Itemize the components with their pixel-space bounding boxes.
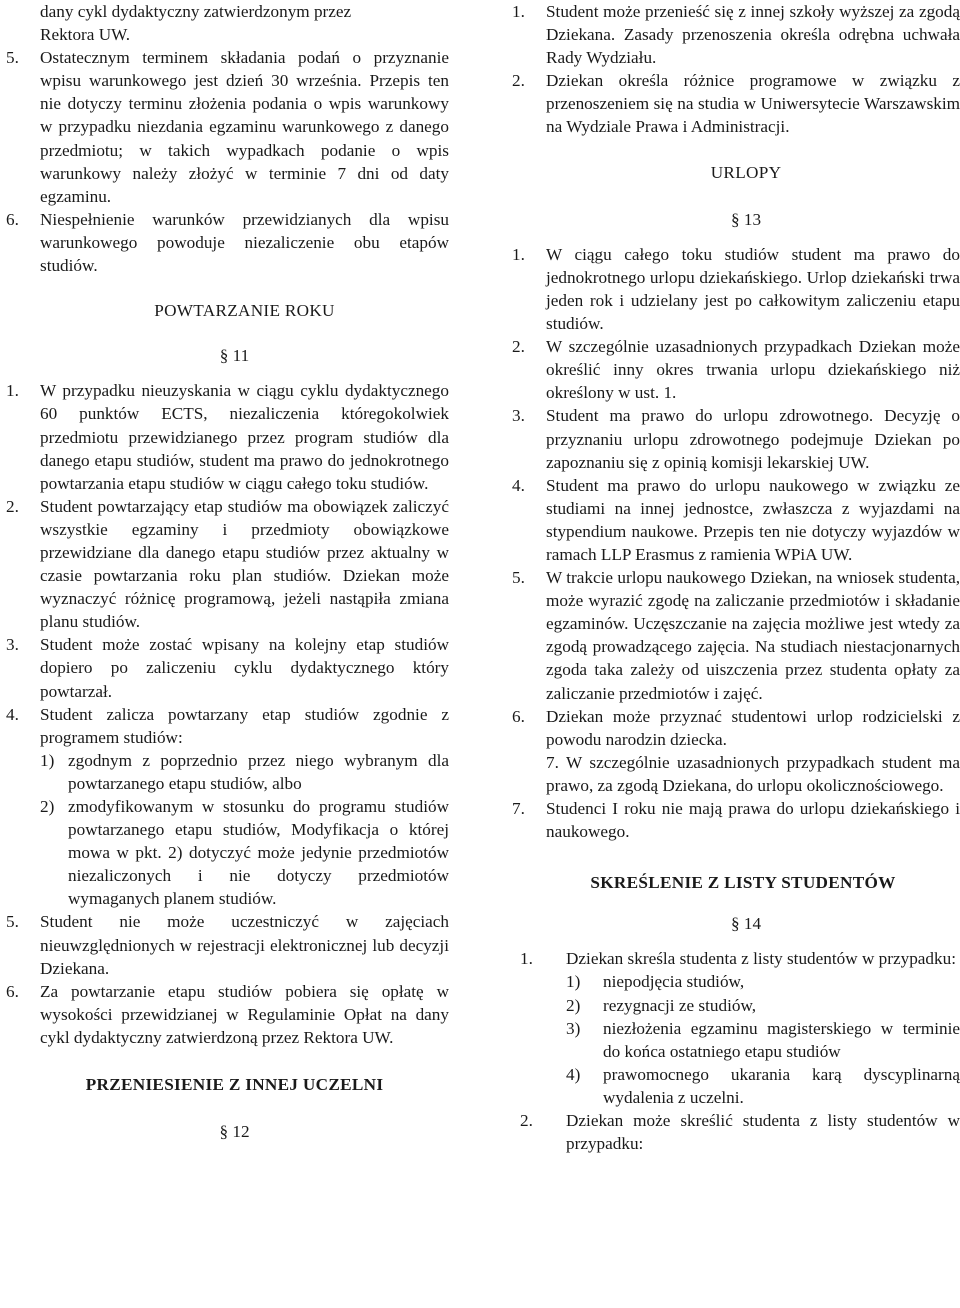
section-title-transfer: PRZENIESIENIE Z INNEJ UCZELNI <box>85 1075 384 1095</box>
repeat-item-3 <box>6 633 449 702</box>
transfer-item-2 <box>512 69 960 138</box>
transfer-item-1 <box>512 0 960 69</box>
left-column <box>6 0 449 1143</box>
leave-item-6 <box>512 705 960 751</box>
item-number: 5. <box>512 568 525 588</box>
item-number: 5. <box>6 48 19 68</box>
repeat-items <box>6 379 449 1049</box>
section-paragraph-number <box>6 344 449 367</box>
section-title-removal: SKREŚLENIE Z LISTY STUDENTÓW <box>590 873 896 893</box>
sub-item <box>40 795 449 910</box>
item-text: Student zalicza powtarzany etap studiów zgodnie z programem studiów: <box>40 704 449 747</box>
sub-item-number: 3) <box>566 1018 581 1038</box>
item-number: 7. <box>512 799 525 818</box>
right-column <box>512 0 960 1155</box>
leave-item-5 <box>512 566 960 705</box>
sub-item <box>566 970 960 993</box>
sub-item-text: rezygnacji ze studiów, <box>603 995 757 1015</box>
item-number: 2. <box>512 71 525 91</box>
repeat-item-6 <box>6 980 449 1049</box>
item-text: Student nie może uczestniczyć w zajęciach nieuwzględnionych w rejestracji elektronicznej lub decyzji Dziekana. <box>40 912 449 978</box>
section-number: 13 <box>743 209 762 229</box>
item-text: Studenci I roku nie mają prawa do urlopu dziekańskiego i naukowego. <box>546 799 960 842</box>
item-text: Student może przenieść się z innej szkoły wyższej za zgodą Dziekana. Zasady przenoszenia określa odrębna uchwała Rady Wydziału. <box>546 2 960 68</box>
item-number: 5. <box>6 912 19 932</box>
item-text: Dziekan skreśla studenta z listy studentów w przypadku: <box>566 949 956 969</box>
sub-item-text: zmodyfikowanym w stosunku do programu studiów powtarzanego etapu studiów, Modyfikacja o której mowa w pkt. 2) dotyczyć może jedynie przedmiotów niezaliczonych i nie dotyczy przedmiotów wymaganych planem studiów. <box>68 797 449 909</box>
item-text: Ostatecznym terminem składania podań o przyznanie wpisu warunkowego jest dzień 30 września. Przepis ten nie dotyczy terminu złożenia podania o wpis warunkowy w przypadku niezdania egzaminu warunkowego z danego przedmiotu; w takich wypadkach podanie o wpis warunkowy należy złożyć w terminie 7 dni od daty egzaminu. <box>40 48 449 206</box>
sub-item-text: niepodjęcia studiów, <box>603 972 745 992</box>
sub-item-number: 2) <box>566 995 581 1015</box>
leave-item-4 <box>512 474 960 566</box>
leave-item-2 <box>512 335 960 404</box>
item-text: Dziekan może przyznać studentowi urlop rodzicielski z powodu narodzin dziecka. <box>546 706 960 749</box>
sub-item <box>566 1063 960 1109</box>
item-number: 1. <box>512 244 525 264</box>
sub-item-text: prawomocnego ukarania karą dyscyplinarną wydalenia z uczelni. <box>603 1064 960 1107</box>
removal-item-1 <box>520 947 960 1109</box>
leave-item-7 <box>512 797 960 843</box>
section-title-repeat: POWTARZANIE ROKU <box>154 301 335 321</box>
sub-item <box>566 994 960 1017</box>
item-text: Dziekan może skreślić studenta z listy studentów w przypadku: <box>566 1111 960 1154</box>
item-body <box>40 703 449 911</box>
repeat-item-4 <box>6 703 449 911</box>
intro-line-1: dany cykl dydaktyczny zatwierdzonym przez <box>40 2 352 21</box>
item-number: 3. <box>512 406 525 426</box>
repeat-item-1 <box>6 379 449 494</box>
leave-item-1 <box>512 243 960 335</box>
paragraph-item <box>6 208 449 277</box>
section-paragraph-number <box>6 1120 449 1143</box>
leave-item-3 <box>512 404 960 473</box>
sub-item-number: 1) <box>40 750 55 770</box>
item-number <box>512 751 546 797</box>
item-body <box>566 947 960 1109</box>
section-symbol: § <box>219 1122 233 1142</box>
item-number: 2. <box>6 496 19 516</box>
intro-line-2: Rektora UW. <box>40 25 131 45</box>
leave-items <box>512 243 960 843</box>
section-symbol: § <box>219 346 233 366</box>
section-paragraph-number <box>512 912 960 935</box>
section-number: 11 <box>232 346 250 366</box>
item-number: 2. <box>520 1111 533 1131</box>
item-number: 1. <box>512 2 525 21</box>
section-symbol: § <box>730 914 744 934</box>
item-number: 3. <box>6 635 19 655</box>
item-number: 1. <box>520 949 533 969</box>
section-number: 14 <box>743 914 762 934</box>
item-number: 4. <box>512 475 525 495</box>
item-number: 2. <box>512 337 525 357</box>
sub-item-number: 4) <box>566 1064 581 1084</box>
repeat-item-2 <box>6 495 449 634</box>
item-text: Niespełnienie warunków przewidzianych dla wpisu warunkowego powoduje niezaliczenie obu etapów studiów. <box>40 209 449 276</box>
sub-item-text: niezłożenia egzaminu magisterskiego w terminie do końca ostatniego etapu studiów <box>603 1018 960 1061</box>
item-text: W trakcie urlopu naukowego Dziekan, na wniosek studenta, może wyrazić zgodę na zaliczanie przedmiotów i składanie egzaminów. Uczęszczanie na zajęcia możliwe jest wtedy za zgodą prowadzącego zajęcia. Na studiach niestacjonarnych zgoda taka zależy od uiszczenia przez studenta opłaty za zaliczanie przedmiotów i zajęć. <box>546 568 960 703</box>
leave-item-6b <box>512 751 960 797</box>
item-number: 1. <box>6 381 19 401</box>
item-text: Student może zostać wpisany na kolejny etap studiów dopiero po zaliczeniu cyklu dydaktycznego który powtarzał. <box>40 635 449 701</box>
item-number: 6. <box>6 209 19 229</box>
section-symbol: § <box>730 209 744 229</box>
item-text: Student powtarzający etap studiów ma obowiązek zaliczyć wszystkie egzaminy i przedmioty obowiązkowe przewidziane dla danego etapu studiów przez aktualny w czasie powtarzania roku plan studiów. Dziekan może wyznaczyć różnicę programową, jeżeli nastąpiła zmiana planu studiów. <box>40 496 449 632</box>
sub-item <box>566 1017 960 1063</box>
item-text: Student ma prawo do urlopu zdrowotnego. Decyzję o przyznaniu urlopu zdrowotnego podejmuje Dziekan po zapoznaniu się z opinią komisji lekarskiej UW. <box>546 406 960 472</box>
sub-item <box>40 749 449 795</box>
sub-item-number: 1) <box>566 972 581 992</box>
item-text: W przypadku nieuzyskania w ciągu cyklu dydaktycznego 60 punktów ECTS, niezaliczenia któregokolwiek przedmiotu przewidzianego przez program studiów dla danego etapu studiów, student ma prawo do jednokrotnego powtarzania etapu studiów w ciągu całego toku studiów. <box>40 381 449 493</box>
section-title-leave: URLOPY <box>710 162 782 182</box>
item-text: W szczególnie uzasadnionych przypadkach Dziekan może określić inny okres trwania urlopu dziekańskiego niż określony w ust. 1. <box>546 337 960 403</box>
repeat-item-5 <box>6 910 449 979</box>
sub-item-number: 2) <box>40 797 55 816</box>
item-number: 6. <box>6 981 19 1001</box>
section-paragraph-number <box>512 208 960 231</box>
item-text: W ciągu całego toku studiów student ma prawo do jednokrotnego urlopu dziekańskiego. Urlop dziekański trwa jeden rok i udzielany jest po całkowitym zaliczeniu etapu studiów. <box>546 244 960 334</box>
item-number: 6. <box>512 706 525 726</box>
sub-item-text: zgodnym z poprzednio przez niego wybranym dla powtarzanego etapu studiów, albo <box>68 750 449 793</box>
section-number: 12 <box>232 1122 250 1142</box>
removal-item-2 <box>520 1109 960 1155</box>
item-text: 7. W szczególnie uzasadnionych przypadkach student ma prawo, za zgodą Dziekana, do urlopu okolicznościowego. <box>546 752 960 795</box>
item-number: 4. <box>6 704 19 724</box>
item-text: Dziekan określa różnice programowe w związku z przenoszeniem się na studia w Uniwersytecie Warszawskim na Wydziale Prawa i Administracji. <box>546 71 960 137</box>
removal-items <box>512 947 960 1155</box>
item-text: Za powtarzanie etapu studiów pobiera się opłatę w wysokości przewidzianej w Regulaminie Opłat na dany cykl dydaktyczny zatwierdzoną przez Rektora UW. <box>40 981 449 1047</box>
item-text: Student ma prawo do urlopu naukowego w związku ze studiami na innej jednostce, zwłaszcza z wyjazdami na stypendium naukowe. Przepis ten nie dotyczy wyjazdów w ramach LLP Erasmus z ramienia WPiA UW. <box>546 475 960 564</box>
paragraph-item <box>6 46 449 208</box>
